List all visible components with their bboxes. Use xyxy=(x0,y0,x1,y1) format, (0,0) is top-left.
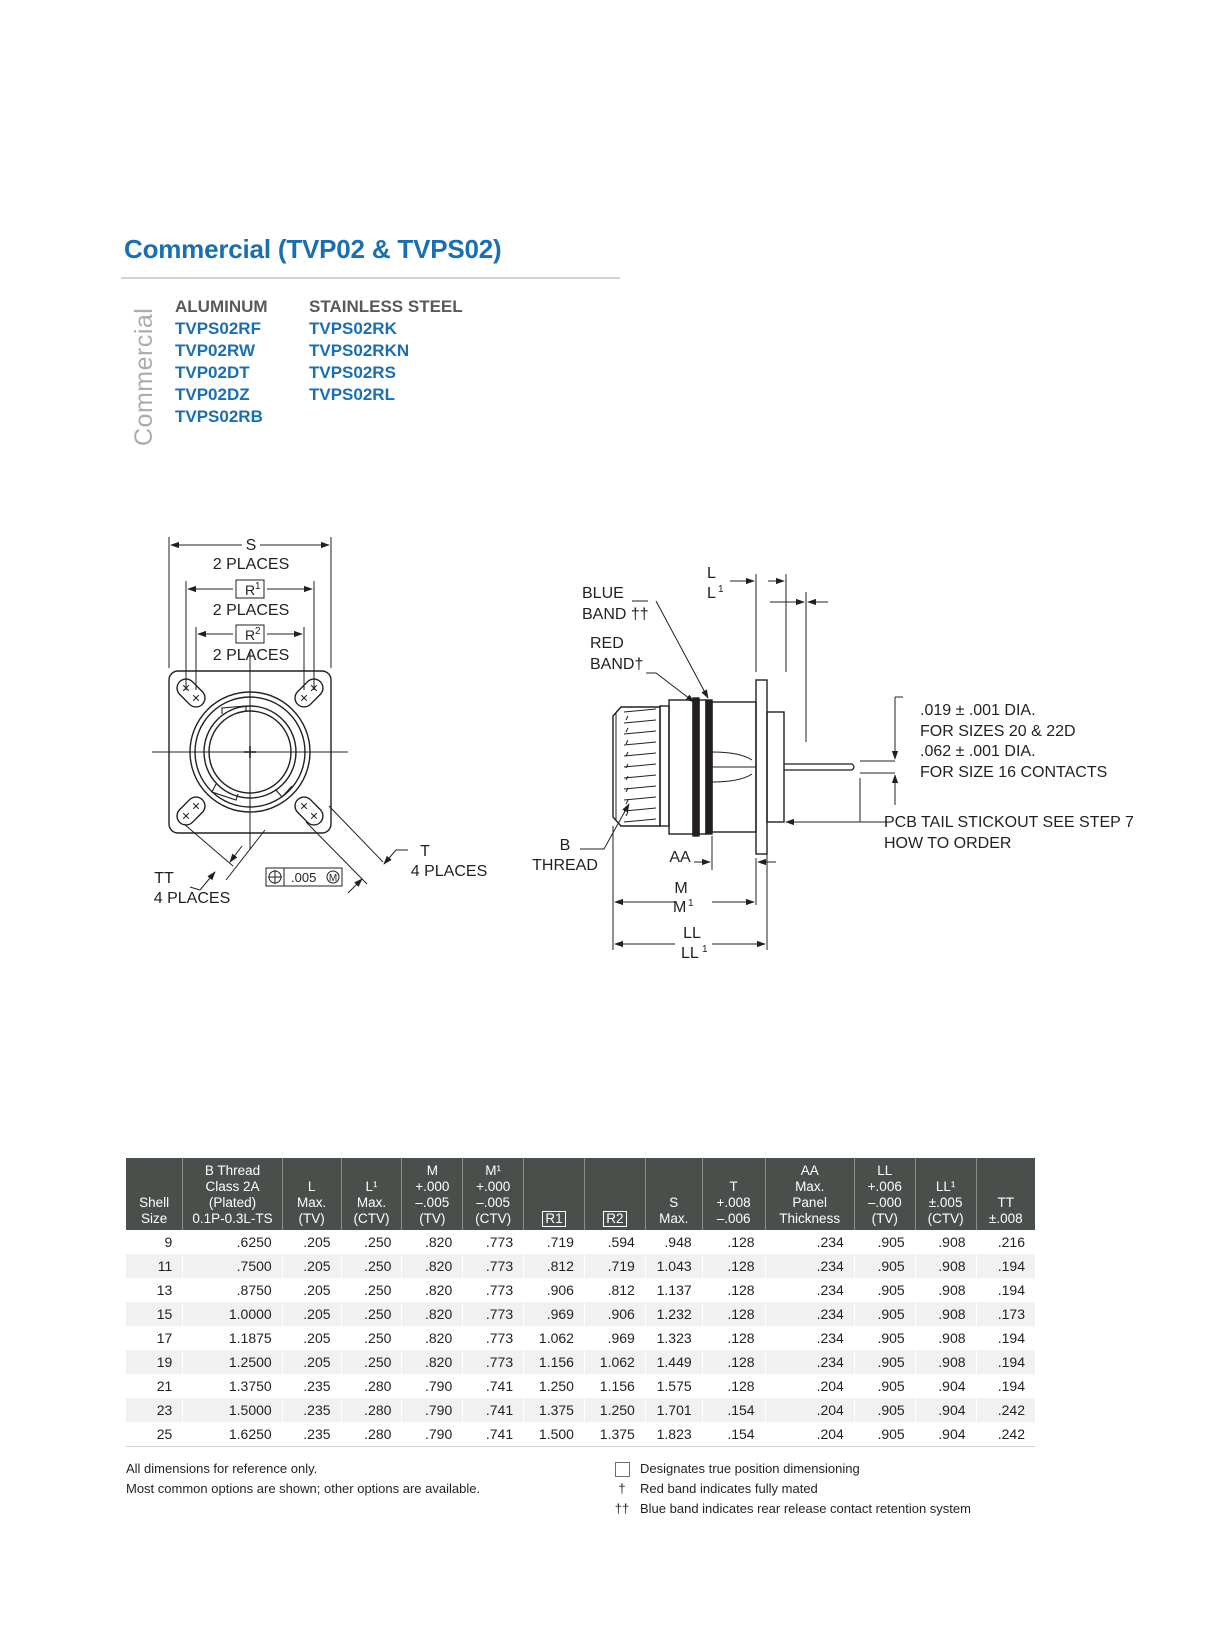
table-cell: 1.449 xyxy=(645,1350,702,1374)
tt-label: TT xyxy=(154,870,174,887)
dia-label: FOR SIZES 20 & 22D xyxy=(920,723,1076,740)
table-cell: .216 xyxy=(976,1230,1035,1254)
header-m1: M¹ +.000 –.005 (CTV) xyxy=(463,1158,524,1230)
table-cell: 9 xyxy=(164,1234,173,1250)
table-cell: 1.6250 xyxy=(183,1422,282,1446)
table-cell: .205 xyxy=(282,1254,341,1278)
table-cell: 11 xyxy=(126,1254,183,1278)
table-cell: .790 xyxy=(402,1374,463,1398)
mounting-slot xyxy=(291,675,326,710)
part-number: TVP02RW xyxy=(175,341,255,360)
table-cell: .234 xyxy=(765,1350,854,1374)
table-body xyxy=(126,1230,1035,1446)
part-number: TVPS02RS xyxy=(309,363,396,382)
table-cell: .250 xyxy=(341,1302,402,1326)
m1-sup: 1 xyxy=(688,898,694,909)
table-cell: .820 xyxy=(402,1230,463,1254)
table-cell: .948 xyxy=(645,1230,702,1254)
table-cell: .741 xyxy=(463,1398,524,1422)
table-cell: .790 xyxy=(402,1422,463,1446)
table-cell: 1.250 xyxy=(524,1374,585,1398)
dagger-symbol: † xyxy=(618,1481,626,1496)
blue-band-label: BAND †† xyxy=(582,606,649,623)
table-cell: .234 xyxy=(765,1302,854,1326)
legend-row xyxy=(604,1479,971,1499)
ll-label: LL xyxy=(683,925,701,942)
dia-label: FOR SIZE 16 CONTACTS xyxy=(920,764,1108,781)
table-cell: .128 xyxy=(702,1278,765,1302)
part-number: TVPS02RKN xyxy=(309,341,410,360)
table-cell: .128 xyxy=(702,1302,765,1326)
part-number: TVP02DZ xyxy=(175,385,250,404)
table-cell: 1.3750 xyxy=(183,1374,282,1398)
r1-sup: 1 xyxy=(255,581,261,592)
table-cell: .773 xyxy=(463,1254,524,1278)
t-label: T xyxy=(420,843,430,860)
table-cell: .719 xyxy=(524,1230,585,1254)
mounting-slot xyxy=(173,793,208,828)
table-cell: .8750 xyxy=(183,1278,282,1302)
part-number: TVPS02RK xyxy=(309,319,397,338)
table-cell: .7500 xyxy=(183,1254,282,1278)
legend-text: Blue band indicates rear release contact retention system xyxy=(640,1501,971,1516)
true-position-box-icon xyxy=(615,1462,630,1477)
table-cell: .904 xyxy=(915,1398,976,1422)
table-cell: 1.043 xyxy=(645,1254,702,1278)
table-cell: .250 xyxy=(341,1278,402,1302)
table-cell: .250 xyxy=(341,1350,402,1374)
table-cell: .280 xyxy=(341,1398,402,1422)
side-view xyxy=(580,574,903,950)
header-m: M +.000 –.005 (TV) xyxy=(402,1158,463,1230)
table-cell: .250 xyxy=(341,1326,402,1350)
table-cell: .812 xyxy=(524,1254,585,1278)
dimensions-table xyxy=(126,1158,1035,1447)
table-cell: .905 xyxy=(854,1278,915,1302)
table-cell: .154 xyxy=(702,1398,765,1422)
table-cell: .234 xyxy=(765,1278,854,1302)
table-cell: .280 xyxy=(341,1374,402,1398)
t-places-label: 4 PLACES xyxy=(410,863,488,880)
table-row xyxy=(126,1398,1035,1422)
header-aa: AA Max. Panel Thickness xyxy=(765,1158,854,1230)
blue-band xyxy=(706,700,712,834)
part-number: TVPS02RL xyxy=(309,385,395,404)
table-cell: .820 xyxy=(402,1254,463,1278)
m-label: M xyxy=(674,880,688,897)
table-cell: .204 xyxy=(765,1422,854,1446)
table-row xyxy=(126,1374,1035,1398)
table-cell: .280 xyxy=(341,1422,402,1446)
table-cell: .194 xyxy=(976,1350,1035,1374)
table-cell: 1.137 xyxy=(645,1278,702,1302)
note-line: Most common options are shown; other options are available. xyxy=(126,1481,481,1496)
table-cell: .234 xyxy=(765,1326,854,1350)
table-header-row xyxy=(126,1158,1035,1230)
table-cell: .905 xyxy=(854,1326,915,1350)
table-cell: .820 xyxy=(402,1278,463,1302)
symbol-legend xyxy=(604,1459,971,1519)
front-view xyxy=(152,537,408,893)
side-flange xyxy=(756,680,767,854)
mounting-slot xyxy=(291,793,326,828)
r2-label: R xyxy=(245,627,256,643)
modifier-symbol: M xyxy=(328,873,338,884)
table-cell: .741 xyxy=(463,1374,524,1398)
table-cell: 1.156 xyxy=(584,1374,645,1398)
table-cell: .205 xyxy=(282,1350,341,1374)
table-cell: .234 xyxy=(765,1230,854,1254)
l1-label: L xyxy=(707,585,716,602)
table-cell: .908 xyxy=(915,1278,976,1302)
table-cell: .904 xyxy=(915,1374,976,1398)
table-row xyxy=(126,1350,1035,1374)
r2-places-label: 2 PLACES xyxy=(212,647,290,664)
table-cell: .205 xyxy=(282,1326,341,1350)
table-cell: .204 xyxy=(765,1398,854,1422)
side-section-label: Commercial xyxy=(130,307,158,446)
table-cell: 1.575 xyxy=(645,1374,702,1398)
table-cell: .205 xyxy=(282,1230,341,1254)
table-cell: 1.232 xyxy=(645,1302,702,1326)
table-cell: .905 xyxy=(854,1422,915,1446)
table-cell: .908 xyxy=(915,1350,976,1374)
part-number: TVPS02RB xyxy=(175,407,263,426)
pcb-tail xyxy=(784,764,854,770)
pcb-stickout-label: PCB TAIL STICKOUT SEE STEP 7 xyxy=(884,814,1134,831)
table-row xyxy=(126,1422,1035,1446)
table-cell: .773 xyxy=(463,1302,524,1326)
s-places-label: 2 PLACES xyxy=(212,556,290,573)
l1-sup: 1 xyxy=(718,584,724,595)
part-number: TVPS02RF xyxy=(175,319,261,338)
table-row xyxy=(126,1278,1035,1302)
table-cell: 1.701 xyxy=(645,1398,702,1422)
table-cell: 1.5000 xyxy=(183,1398,282,1422)
table-cell: .594 xyxy=(584,1230,645,1254)
table-cell: .250 xyxy=(341,1230,402,1254)
table-cell: .969 xyxy=(524,1302,585,1326)
ll1-label: LL xyxy=(681,945,699,962)
header-b-thread: B Thread Class 2A (Plated) 0.1P-0.3L-TS xyxy=(183,1158,282,1230)
ll1-sup: 1 xyxy=(702,944,708,955)
aluminum-heading: ALUMINUM xyxy=(175,297,268,316)
table-cell: 15 xyxy=(126,1302,183,1326)
table-cell: .812 xyxy=(584,1278,645,1302)
m1-label: M xyxy=(673,899,687,916)
table-cell: .242 xyxy=(976,1398,1035,1422)
table-cell: .790 xyxy=(402,1398,463,1422)
table-cell: 21 xyxy=(156,1378,173,1394)
table-cell: .820 xyxy=(402,1350,463,1374)
table-cell: .250 xyxy=(341,1254,402,1278)
table-cell: .128 xyxy=(702,1374,765,1398)
dia-label: .019 ± .001 DIA. xyxy=(920,702,1036,719)
table-cell: .905 xyxy=(854,1398,915,1422)
r1-label: R xyxy=(245,582,256,598)
b-thread-label: THREAD xyxy=(532,857,598,874)
table-cell: .908 xyxy=(915,1254,976,1278)
table-cell: .154 xyxy=(702,1422,765,1446)
table-cell: 1.0000 xyxy=(183,1302,282,1326)
table-cell: 1.062 xyxy=(524,1326,585,1350)
header-l1: L¹ Max. (CTV) xyxy=(341,1158,402,1230)
header-ll1: LL¹ ±.005 (CTV) xyxy=(915,1158,976,1230)
table-cell: .6250 xyxy=(183,1230,282,1254)
table-cell: .908 xyxy=(915,1230,976,1254)
table-cell: 1.2500 xyxy=(183,1350,282,1374)
table-cell: 17 xyxy=(156,1330,173,1346)
red-band xyxy=(693,698,699,836)
header-l: L Max. (TV) xyxy=(282,1158,341,1230)
red-band-label: RED xyxy=(590,635,624,652)
table-cell: .820 xyxy=(402,1326,463,1350)
table-cell: .905 xyxy=(854,1374,915,1398)
mounting-slot xyxy=(173,675,208,710)
part-number: TVP02DT xyxy=(175,363,250,382)
header-tt: TT ±.008 xyxy=(976,1158,1035,1230)
header-s: S Max. xyxy=(645,1158,702,1230)
r1-places-label: 2 PLACES xyxy=(212,602,290,619)
table-cell: .773 xyxy=(463,1230,524,1254)
header-t: T +.008 –.006 xyxy=(702,1158,765,1230)
dia-label: .062 ± .001 DIA. xyxy=(920,743,1036,760)
stainless-heading: STAINLESS STEEL xyxy=(309,297,463,316)
table-cell: 1.156 xyxy=(524,1350,585,1374)
table-cell: .128 xyxy=(702,1254,765,1278)
table-cell: .194 xyxy=(976,1326,1035,1350)
table-cell: .235 xyxy=(282,1374,341,1398)
table-cell: .908 xyxy=(915,1302,976,1326)
table-cell: .905 xyxy=(854,1302,915,1326)
table-cell: .194 xyxy=(976,1278,1035,1302)
table-cell: .128 xyxy=(702,1326,765,1350)
table-cell: .908 xyxy=(915,1326,976,1350)
l-label: L xyxy=(707,565,716,582)
table-cell: .820 xyxy=(402,1302,463,1326)
table-cell: .194 xyxy=(976,1254,1035,1278)
table-cell: .905 xyxy=(854,1254,915,1278)
pcb-stickout-label: HOW TO ORDER xyxy=(884,835,1012,852)
table-cell: .173 xyxy=(976,1302,1035,1326)
tolerance-value: .005 xyxy=(291,870,317,885)
table-cell: .242 xyxy=(976,1422,1035,1446)
double-dagger-symbol: †† xyxy=(614,1501,630,1516)
red-band-label: BAND† xyxy=(590,656,644,673)
table-cell: .235 xyxy=(282,1422,341,1446)
table-cell: .773 xyxy=(463,1278,524,1302)
table-cell: 1.1875 xyxy=(183,1326,282,1350)
table-cell: .906 xyxy=(584,1302,645,1326)
table-cell: 1.823 xyxy=(645,1422,702,1446)
table-cell: .905 xyxy=(854,1230,915,1254)
table-cell: .205 xyxy=(282,1278,341,1302)
general-notes xyxy=(126,1459,480,1499)
table-cell: 1.250 xyxy=(584,1398,645,1422)
note-line: All dimensions for reference only. xyxy=(126,1461,318,1476)
table-cell: 1.500 xyxy=(524,1422,585,1446)
table-cell: .128 xyxy=(702,1350,765,1374)
table-cell: .906 xyxy=(524,1278,585,1302)
table-cell: .773 xyxy=(463,1326,524,1350)
tt-places-label: 4 PLACES xyxy=(153,890,231,907)
legend-row xyxy=(604,1499,971,1519)
table-row xyxy=(126,1326,1035,1350)
table-cell: .194 xyxy=(976,1374,1035,1398)
header-ll: LL +.006 –.000 (TV) xyxy=(854,1158,915,1230)
legend-text: Designates true position dimensioning xyxy=(640,1461,860,1476)
legend-text: Red band indicates fully mated xyxy=(640,1481,818,1496)
table-cell: .905 xyxy=(854,1350,915,1374)
b-thread-label: B xyxy=(559,837,571,854)
table-cell: 25 xyxy=(126,1422,183,1446)
header-r2: R2 xyxy=(584,1158,645,1230)
table-cell: .904 xyxy=(915,1422,976,1446)
header-shell-size: Shell Size xyxy=(126,1158,183,1230)
table-cell: .773 xyxy=(463,1350,524,1374)
table-cell: .719 xyxy=(584,1254,645,1278)
blue-band-label: BLUE xyxy=(582,585,624,602)
table-cell: .128 xyxy=(702,1230,765,1254)
table-cell: .235 xyxy=(282,1398,341,1422)
table-cell: 1.375 xyxy=(524,1398,585,1422)
table-cell: 1.323 xyxy=(645,1326,702,1350)
table-row xyxy=(126,1230,1035,1254)
table-cell: 1.062 xyxy=(584,1350,645,1374)
table-row xyxy=(126,1302,1035,1326)
s-label: S xyxy=(245,537,257,554)
table-cell: .741 xyxy=(463,1422,524,1446)
table-cell: 13 xyxy=(156,1282,173,1298)
r2-sup: 2 xyxy=(255,626,261,637)
table-cell: .969 xyxy=(584,1326,645,1350)
table-cell: 1.375 xyxy=(584,1422,645,1446)
table-cell: .204 xyxy=(765,1374,854,1398)
table-cell: 19 xyxy=(126,1350,183,1374)
aa-label: AA xyxy=(669,849,691,866)
table-cell: 23 xyxy=(126,1398,183,1422)
table-row xyxy=(126,1254,1035,1278)
header-r1: R1 xyxy=(524,1158,585,1230)
table-cell: .205 xyxy=(282,1302,341,1326)
page-title: Commercial (TVP02 & TVPS02) xyxy=(124,234,502,264)
table-cell: .234 xyxy=(765,1254,854,1278)
legend-row xyxy=(604,1459,971,1479)
